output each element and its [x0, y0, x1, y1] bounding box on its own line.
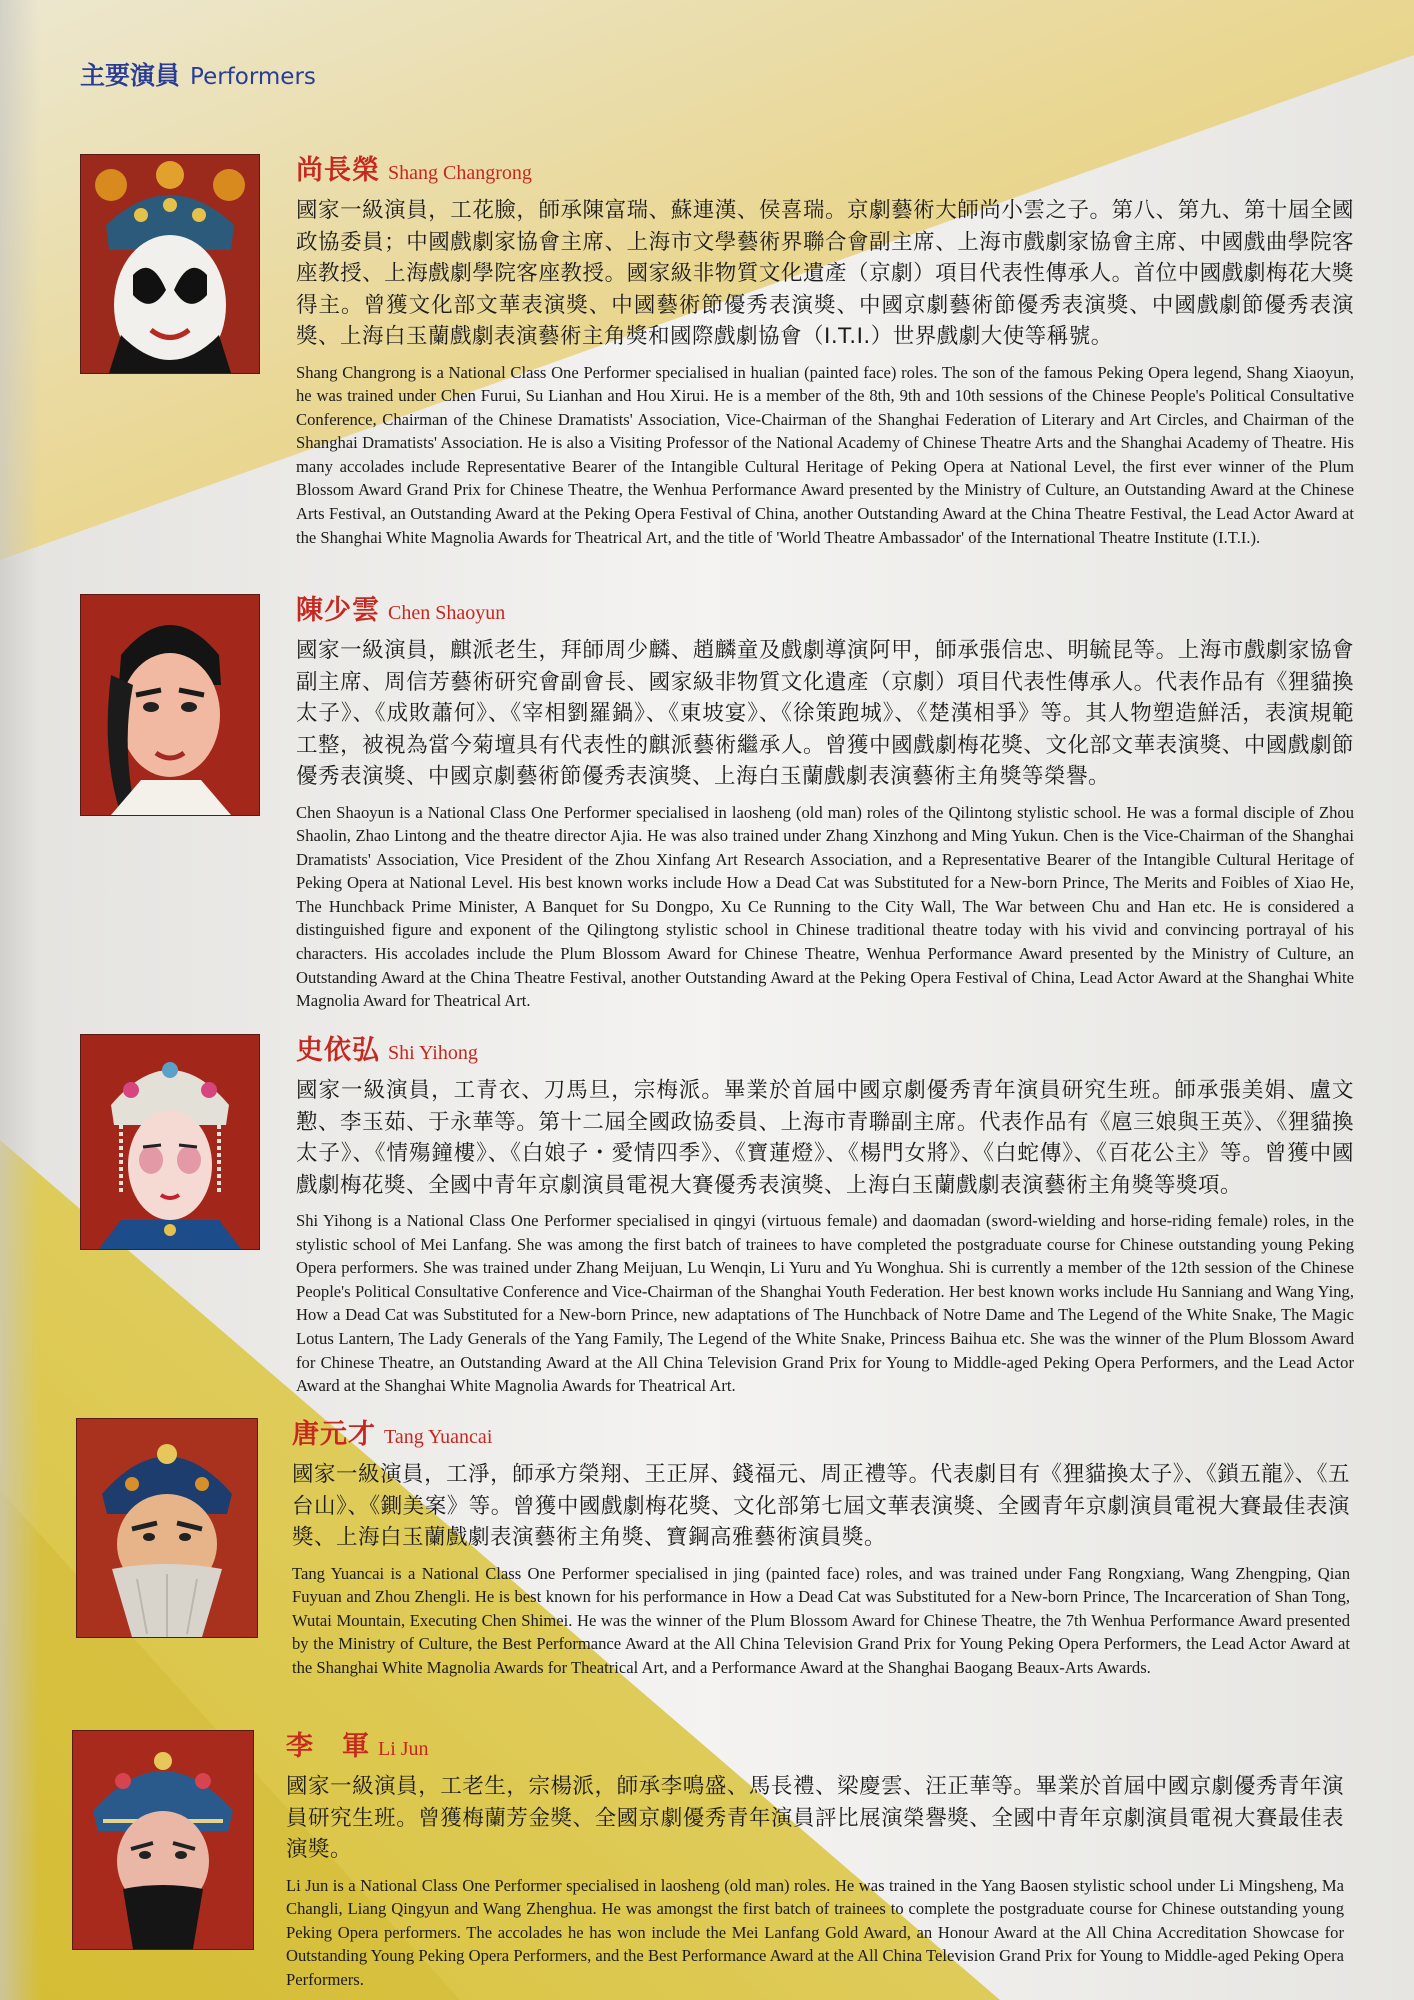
performer-name — [286, 1724, 1344, 1763]
bio-english: Tang Yuancai is a National Class One Performer specialised in jing (painted face) roles, and was trained under Fang Rongxiang, Wang Zhengping, Qian Fuyuan and Zhou Zhengli. He is best known for his performance in How a Dead Cat was Substituted for a New-born Prince, The Incarceration of Shan Tong, Wutai Mountain, Executing Chen Shimei. He was the winner of the Plum Blossom Award for Chinese Theatre, the 7th Wenhua Performance Award presented by the Ministry of Culture, the Best Performance Award at the All China Television Grand Prix for Young Peking Opera Performers, the Lead Actor Award at the Shanghai White Magnolia Awards for Theatrical Art, and a Performance Award at the Shanghai Baogang Beaux-Arts Awards. — [292, 1563, 1350, 1677]
name-en: Tang Yuancai — [384, 1426, 493, 1448]
bio-chinese: 國家一級演員，麒派老生，拜師周少麟、趙麟童及戲劇導演阿甲，師承張信忠、明毓昆等。上海市戲劇家協會副主席、周信芳藝術研究會副會長、國家級非物質文化遺產（京劇）項目代表性傳承人。代表作品有《狸貓換太子》、《成敗蕭何》、《宰相劉羅鍋》、《東坡宴》、《徐策跑城》、《楚漢相爭》等。其人物塑造鮮活，表演規範工整，被視為當今菊壇具有代表性的麒派藝術繼承人。曾獲中國戲劇梅花獎、文化部文華表演獎、中國戲劇節優秀表演獎、中國京劇藝術節優秀表演獎、上海白玉蘭戲劇表演藝術主角獎等榮譽。 — [296, 638, 1354, 789]
jing-portrait-icon — [76, 1418, 258, 1638]
bio-chinese: 國家一級演員，工老生，宗楊派，師承李鳴盛、馬長禮、梁慶雲、汪正華等。畢業於首屆中國京劇優秀青年演員研究生班。曾獲梅蘭芳金獎、全國京劇優秀青年演員評比展演榮譽獎、全國中青年京劇演員電視大賽最佳表演獎。 — [286, 1774, 1344, 1862]
performer-info — [296, 148, 1354, 549]
name-zh: 尚長榮 — [296, 155, 380, 186]
performer-name — [296, 588, 1354, 627]
name-en: Li Jun — [378, 1738, 429, 1760]
name-zh: 唐元才 — [292, 1419, 376, 1450]
page-title-zh: 主要演員 — [80, 61, 181, 90]
bio-english: Shi Yihong is a National Class One Performer specialised in qingyi (virtuous female) and daomadan (sword-wielding and horse-riding female) roles, in the stylistic school of Mei Lanfang. She was among the first batch of trainees to have completed the postgraduate course for Chinese outstanding young Peking Opera performers. She was trained under Zhang Meijuan, Lu Wenqin, Li Yuru and Yu Wonghua. Shi is currently a member of the 12th session of the Chinese People's Political Consultative Conference and Vice-Chairman of the Shanghai Youth Federation. Her best known works include Hu Sanniang and Wang Ying, How a Dead Cat was Substituted for a New-born Prince, new adaptations of The Hunchback of Notre Dame and The Legend of the White Snake, The Magic Lotus Lantern, The Lady Generals of the Yang Family, The Legend of the White Snake, Princess Baihua etc. She was the winner of the Plum Blossom Award for Chinese Theatre, an Outstanding Award at the All China Television Grand Prix for Young to Middle-aged Peking Opera Performers, and the Lead Actor Award at the Shanghai White Magnolia Awards for Theatrical Art. — [296, 1211, 1354, 1396]
performer-name — [296, 148, 1354, 187]
performer-name — [292, 1412, 1350, 1451]
name-en: Shi Yihong — [388, 1042, 478, 1064]
performer-info — [292, 1412, 1350, 1679]
name-en: Chen Shaoyun — [388, 602, 506, 624]
bio-english: Chen Shaoyun is a National Class One Performer specialised in laosheng (old man) roles of the Qilintong stylistic school. He was a formal disciple of Zhou Shaolin, Zhao Lintong and the theatre director Ajia. He was also trained under Zhang Xinzhong and Ming Yukun. Chen is the Vice-Chairman of the Shanghai Dramatists' Association, Vice President of the Zhou Xinfang Art Research Association, and a Representative Bearer of the Intangible Cultural Heritage of Peking Opera at National Level. His best known works include How a Dead Cat was Substituted for a New-born Prince, The Merits and Foibles of Xiao He, The Hunchback Prime Minister, A Banquet for Su Dongpo, Xu Ce Running to the City Wall, The War between Chu and Han etc. He is considered a distinguished figure and exponent of the Qilingtong stylistic school in Chinese traditional theatre today with his vivid and convincing portrayal of his characters. His accolades include the Plum Blossom Award for Chinese Theatre, Wenhua Performance Award presented by the Ministry of Culture, an Outstanding Award at the China Theatre Festival, another Outstanding Award at the Peking Opera Festival of China, Lead Actor Award at the Shanghai White Magnolia Award for Theatrical Art. — [296, 802, 1354, 1011]
performer-info — [296, 1028, 1354, 1398]
qingyi-portrait-icon — [80, 1034, 260, 1250]
name-zh: 史依弘 — [296, 1035, 380, 1066]
performer-info — [296, 588, 1354, 1013]
bio-chinese: 國家一級演員，工淨，師承方榮翔、王正屏、錢福元、周正禮等。代表劇目有《狸貓換太子》、《鎖五龍》、《五台山》、《鍘美案》等。曾獲中國戲劇梅花獎、文化部第七屆文華表演獎、全國青年京劇演員電視大賽最佳表演獎、上海白玉蘭戲劇表演藝術主角獎、寶鋼高雅藝術演員獎。 — [292, 1462, 1350, 1550]
bio-english: Shang Changrong is a National Class One Performer specialised in hualian (painted face) roles. The son of the famous Peking Opera legend, Shang Xiaoyun, he was trained under Chen Furui, Su Lianhan and Hou Xirui. He is a member of the 8th, 9th and 10th sessions of the Chinese People's Political Consultative Conference, Chairman of the Chinese Dramatists' Association, Vice-Chairman of the Shanghai Federation of Literary and Art Circles, and Chairman of the Shanghai Dramatists' Association. He is also a Visiting Professor of the National Academy of Chinese Theatre Arts and the Shanghai Academy of Theatre. His many accolades include Representative Bearer of the Intangible Cultural Heritage of Peking Opera at National Level, the first ever winner of the Plum Blossom Award Grand Prix for Chinese Theatre, the Wenhua Performance Award presented by the Ministry of Culture, an Outstanding Award at the Chinese Arts Festival, an Outstanding Award at the Peking Opera Festival of China, another Outstanding Award at the China Theatre Festival, the Lead Actor Award at the Shanghai White Magnolia Awards for Theatrical Art, and the title of 'World Theatre Ambassador' of the International Theatre Institute (I.T.I.). — [296, 362, 1354, 547]
laosheng-portrait-icon — [80, 594, 260, 816]
painted-face-portrait-icon — [80, 154, 260, 374]
page-title-en: Performers — [190, 64, 316, 90]
page-header — [80, 56, 316, 92]
bio-english: Li Jun is a National Class One Performer specialised in laosheng (old man) roles. He was trained in the Yang Baosen stylistic school under Li Mingsheng, Ma Changli, Liang Qingyun and Wang Zhenghua. He was amongst the first batch of trainees to complete the postgraduate course for Chinese outstanding young Peking Opera performers. The accolades he has won include the Mei Lanfang Gold Award, an Honour Award at the All China Accreditation Showcase for Outstanding Young Peking Opera Performers, and the Best Performance Award at the All China Television Grand Prix for Young to Middle-aged Peking Opera Performers. — [286, 1875, 1344, 1989]
name-zh: 陳少雲 — [296, 595, 380, 626]
bio-chinese: 國家一級演員，工花臉，師承陳富瑞、蘇連漢、侯喜瑞。京劇藝術大師尚小雲之子。第八、第九、第十屆全國政協委員；中國戲劇家協會主席、上海市文學藝術界聯合會副主席、上海市戲劇家協會主席、中國戲曲學院客座教授、上海戲劇學院客座教授。國家級非物質文化遺產（京劇）項目代表性傳承人。首位中國戲劇梅花大獎得主。曾獲文化部文華表演獎、中國藝術節優秀表演獎、中國京劇藝術節優秀表演獎、中國戲劇節優秀表演獎、上海白玉蘭戲劇表演藝術主角獎和國際戲劇協會（I.T.I.）世界戲劇大使等稱號。 — [296, 198, 1354, 349]
bio-chinese: 國家一級演員，工青衣、刀馬旦，宗梅派。畢業於首屆中國京劇優秀青年演員研究生班。師承張美娟、盧文懃、李玉茹、于永華等。第十二屆全國政協委員、上海市青聯副主席。代表作品有《扈三娘與王英》、《狸貓換太子》、《情殤鐘樓》、《白娘子・愛情四季》、《寶蓮燈》、《楊門女將》、《白蛇傳》、《百花公主》等。曾獲中國戲劇梅花獎、全國中青年京劇演員電視大賽優秀表演獎、上海白玉蘭戲劇表演藝術主角獎等獎項。 — [296, 1078, 1354, 1198]
laosheng-crown-portrait-icon — [72, 1730, 254, 1950]
performer-name — [296, 1028, 1354, 1067]
name-en: Shang Changrong — [388, 162, 532, 184]
performer-info — [286, 1724, 1344, 1991]
name-zh: 李 軍 — [286, 1731, 370, 1762]
